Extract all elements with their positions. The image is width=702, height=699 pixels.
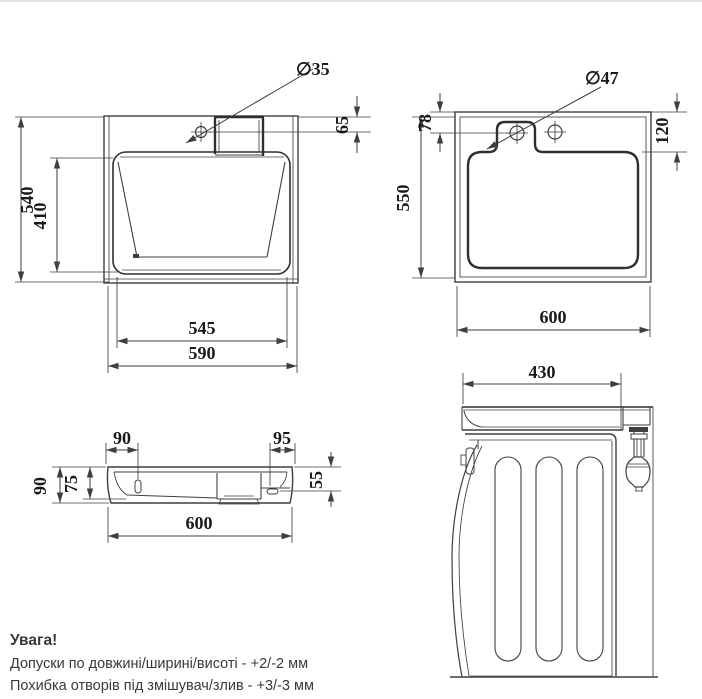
top-hole-diameter-label: ∅47 — [585, 68, 619, 88]
top-hole-setback-label: 78 — [415, 114, 435, 132]
overflow-hole-section — [135, 480, 141, 493]
sink-top-outline — [455, 112, 651, 282]
dim-section-overflow-offset — [106, 428, 138, 479]
front-hole-diameter-label: ∅35 — [296, 59, 330, 79]
notes — [10, 632, 314, 694]
drain-trap — [626, 427, 650, 491]
dim-top-hole-side-offset — [642, 93, 687, 171]
basin-front-outline — [113, 152, 290, 274]
dim-top-hole-diameter — [487, 68, 619, 149]
top-overall-depth-label: 550 — [393, 184, 413, 212]
front-basin-width-label: 545 — [188, 318, 216, 338]
dim-side-machine-depth — [463, 362, 621, 430]
dim-top-overall-depth — [393, 117, 455, 278]
dim-section-drain-offset — [270, 428, 295, 486]
section-drain-depth-label: 55 — [306, 471, 326, 489]
side-view — [450, 362, 658, 677]
dim-front-overall-height — [15, 117, 109, 282]
washing-machine — [452, 434, 616, 677]
drain-fitting-hole-section — [267, 489, 278, 494]
sink-side-profile — [462, 407, 653, 677]
basin-bottom-section — [127, 495, 217, 498]
drain-sump-section — [217, 473, 261, 504]
section-basin-depth-label: 75 — [61, 475, 81, 493]
top-hole-side-offset-label: 120 — [652, 117, 672, 145]
section-drain-offset-label: 95 — [273, 428, 291, 448]
dim-section-drain-depth — [280, 452, 341, 507]
note-tolerances: Допуски по довжині/ширині/висоті - +2/-2 мм — [10, 656, 309, 672]
overflow-hole-symbol — [544, 121, 566, 143]
front-basin-height-label: 410 — [30, 202, 50, 230]
front-overall-height-label: 540 — [17, 186, 37, 214]
dim-top-hole-setback — [415, 93, 509, 152]
note-title: Увага! — [10, 632, 58, 649]
machine-outline — [465, 434, 616, 676]
basin-floor-corner-mark — [133, 254, 139, 258]
drain-collar — [631, 434, 647, 439]
machine-panel-slot — [495, 457, 521, 661]
top-view — [393, 68, 687, 337]
dim-front-basin-width — [117, 277, 287, 348]
dim-front-hole-diameter — [186, 59, 330, 143]
front-view — [15, 59, 371, 373]
basin-top-outline — [468, 122, 638, 268]
section-overflow-offset-label: 90 — [113, 428, 131, 448]
front-overall-width-label: 590 — [188, 343, 216, 363]
dim-front-basin-height — [30, 158, 120, 272]
drain-flange — [629, 427, 648, 432]
dim-section-overall-width — [108, 507, 292, 543]
section-view — [30, 428, 341, 543]
section-overall-width-label: 600 — [185, 513, 213, 533]
sink-top-inner-edge — [460, 117, 646, 277]
leader-line — [487, 87, 601, 149]
note-holes: Похибка отворів під змішувач/злив - +3/-3 мм — [10, 678, 314, 694]
machine-panel-slot — [577, 457, 603, 661]
dim-top-overall-width — [457, 286, 650, 337]
door-hinge-mark — [461, 455, 466, 465]
siphon-body — [626, 457, 650, 487]
section-overall-height-label: 90 — [30, 477, 50, 495]
dim-front-hole-offset — [207, 96, 371, 153]
top-overall-width-label: 600 — [539, 307, 567, 327]
machine-panel-slot — [536, 457, 562, 661]
side-machine-depth-label: 430 — [528, 362, 556, 382]
front-hole-offset-label: 65 — [332, 116, 352, 134]
